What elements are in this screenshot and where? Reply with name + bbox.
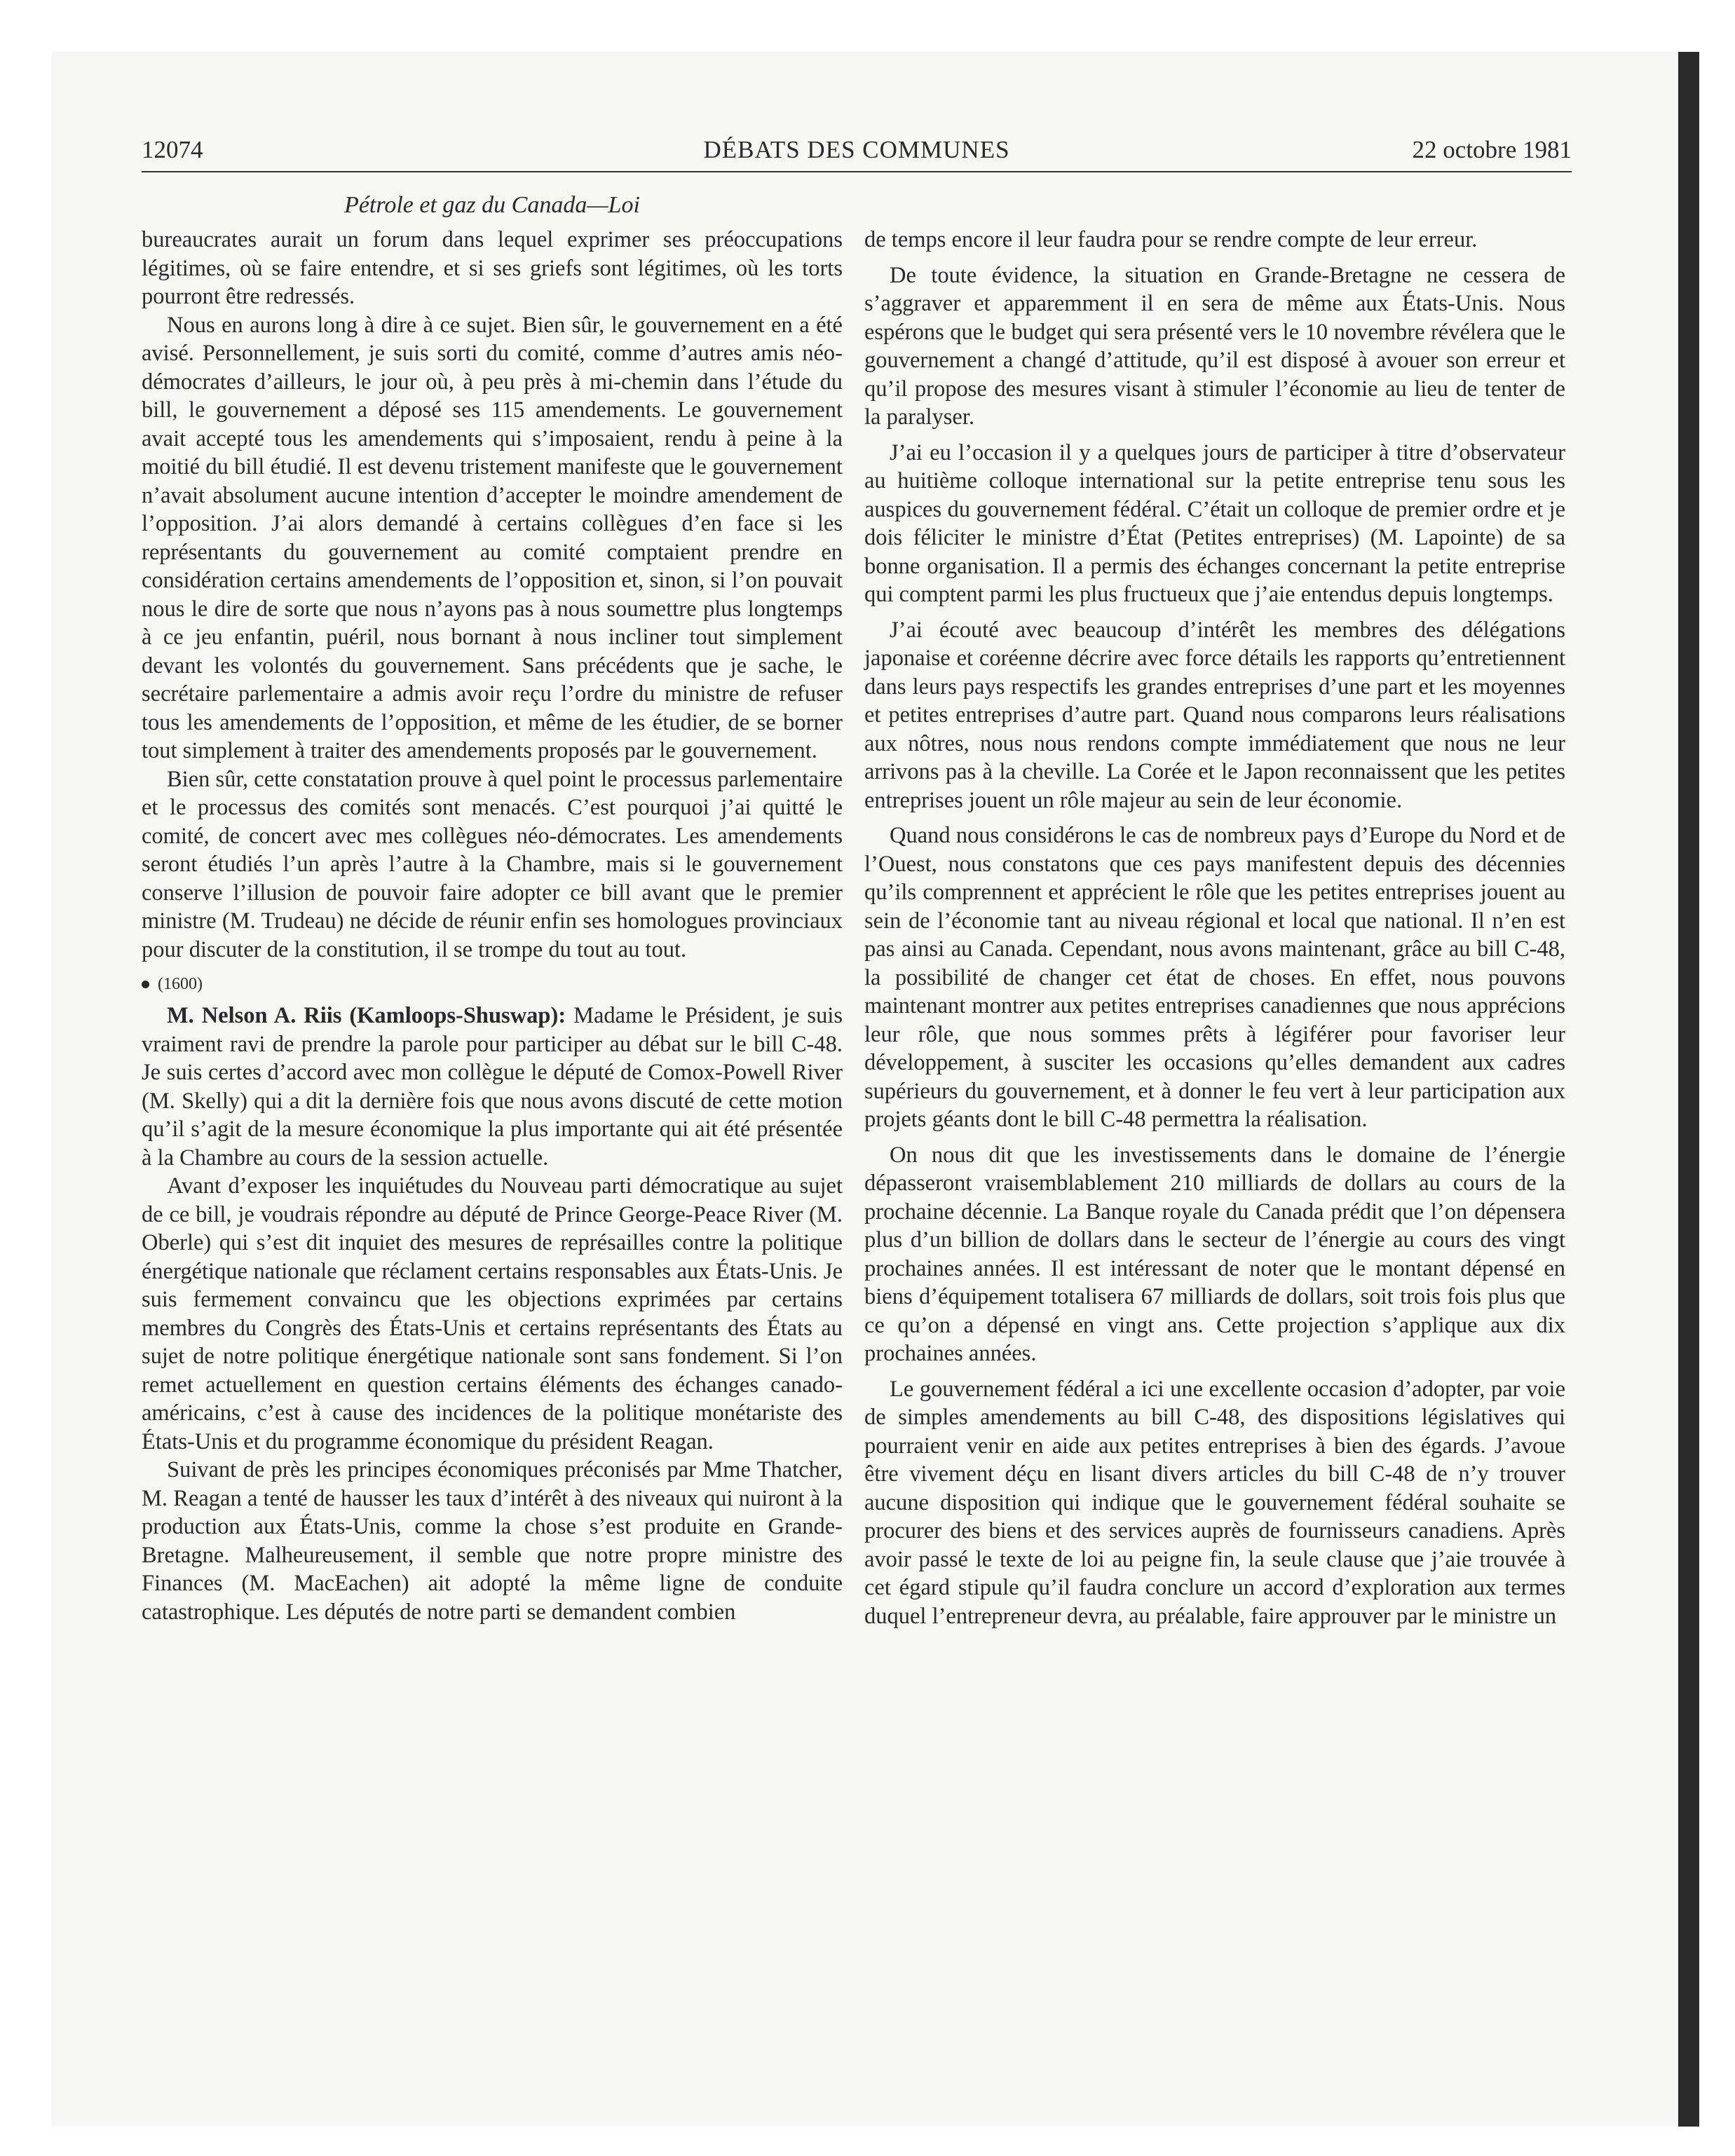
- paragraph: de temps encore il leur faudra pour se rendre compte de leur erreur.: [864, 227, 1478, 252]
- right-column: [864, 226, 1565, 1630]
- binding-edge: [1678, 52, 1699, 2127]
- page-header: [142, 135, 1572, 172]
- paragraph: Avant d’exposer les inquiétudes du Nouveau parti démocratique au sujet de ce bill, je voudrais répondre au député de Prince George-Peace River (M. Oberle) qui s’est dit inquiet des mesures de représailles contre la politique énergétique nationale que réclament certains responsables aux États-Unis. Je suis fermement convaincu que les objections exprimées par certains membres du Congrès des États-Unis et certains représentants des États au sujet de notre politique énergétique nationale sont sans fondement. Si l’on remet actuellement en question certains éléments des échanges canado-américains, c’est à cause des incidences de la politique monétariste des États-Unis et du programme économique du président Reagan.: [142, 1173, 843, 1454]
- paragraph: On nous dit que les investissements dans le domaine de l’énergie dépasseront vraisemblablement 210 milliards de dollars au cours de la prochaine décennie. La Banque royale du Canada prédit que l’on dépensera plus d’un billion de dollars dans le secteur de l’énergie au cours des vingt prochaines années. Il est intéressant de noter que le montant dépensé en biens d’équipement totalisera 67 milliards de dollars, soit trois fois plus que ce qu’on a dépensé en vingt ans. Cette projection s’applique aux dix prochaines années.: [864, 1142, 1565, 1366]
- paragraph: J’ai eu l’occasion il y a quelques jours de participer à titre d’observateur au huitième colloque international sur la petite entreprise tenu sous les auspices du gouvernement fédéral. C’était un colloque de premier ordre et je dois féliciter le ministre d’État (Petites entreprises) (M. Lapointe) de sa bonne organisation. Il a permis des échanges concernant la petite entreprise qui comptent parmi les plus fructueux que j’aie entendus depuis longtemps.: [864, 439, 1565, 607]
- speech-text: Madame le Président, je suis vraiment ravi de prendre la parole pour participer au débat sur le bill C-48. Je suis certes d’accord avec mon collègue le député de Comox-Powell River (M. Skelly) qui a dit la dernière fois que nous avons discuté de cette motion qu’il s’agit de la mesure économique la plus importante qui ait été présentée à la Chambre au cours de la session actuelle.: [142, 1003, 843, 1171]
- running-title: Pétrole et gaz du Canada—Loi: [344, 192, 640, 218]
- paragraph: Bien sûr, cette constatation prouve à quel point le processus parlementaire et le processus des comités sont menacés. C’est pourquoi j’ai quitté le comité, de concert avec mes collègues néo-démocrates. Les amendements seront étudiés l’un après l’autre à la Chambre, mais si le gouvernement conserve l’illusion de pouvoir faire adopter ce bill avant que le premier ministre (M. Trudeau) ne décide de réunir enfin ses homologues provinciaux pour discuter de la constitution, il se trompe du tout au tout.: [142, 766, 843, 962]
- page-number: 12074: [142, 136, 203, 163]
- left-column: [142, 226, 843, 1626]
- paragraph: De toute évidence, la situation en Grande-Bretagne ne cessera de s’aggraver et apparemment il en sera de même aux États-Unis. Nous espérons que le budget qui sera présenté vers le 10 novembre révélera que le gouvernement a changé d’attitude, qu’il est disposé à avouer son erreur et qu’il propose des mesures visant à stimuler l’économie au lieu de tenter de la paralyser.: [864, 262, 1565, 430]
- paragraph: J’ai écouté avec beaucoup d’intérêt les membres des délégations japonaise et coréenne décrire avec force détails les rapports qu’entretiennent dans leurs pays respectifs les grandes entreprises d’une part et les moyennes et petites entreprises d’autre part. Quand nous comparons leurs réalisations aux nôtres, nous nous rendons compte immédiatement que nous ne leur arrivons pas à la cheville. La Corée et le Japon reconnaissent que les petites entreprises jouent un rôle majeur au sein de leur économie.: [864, 617, 1565, 813]
- paragraph: bureaucrates aurait un forum dans lequel exprimer ses préoccupations légitimes, où se faire entendre, et si ses griefs sont légitimes, où les torts pourront être redressés.: [142, 227, 843, 309]
- timestamp-marker: [142, 974, 843, 995]
- paragraph: Quand nous considérons le cas de nombreux pays d’Europe du Nord et de l’Ouest, nous constatons que ces pays manifestent depuis des décennies qu’ils comprennent et apprécient le rôle que les petites entreprises jouent au sein de l’économie tant au niveau régional et local que national. Il n’en est pas ainsi au Canada. Cependant, nous avons maintenant, grâce au bill C-48, la possibilité de changer cet état de choses. En effet, nous pouvons maintenant montrer aux petites entreprises canadiennes que nous apprécions leur rôle, que nous sommes prêts à légiférer pour favoriser leur développement, à susciter les occasions qu’elles demandent aux cadres supérieurs du gouvernement, et à donner le feu vert à leur participation aux projets géants dont le bill C-48 permettra la réalisation.: [864, 823, 1565, 1132]
- issue-date: 22 octobre 1981: [1412, 136, 1572, 163]
- paragraph: Suivant de près les principes économiques préconisés par Mme Thatcher, M. Reagan a tenté de hausser les taux d’intérêt à des niveaux qui nuiront à la production aux États-Unis, comme la chose s’est produite en Grande-Bretagne. Malheureusement, il semble que notre propre ministre des Finances (M. MacEachen) ait adopté la même ligne de conduite catastrophique. Les députés de notre parti se demandent combien: [142, 1457, 843, 1625]
- speech-paragraph: [142, 1002, 843, 1172]
- paragraph: Le gouvernement fédéral a ici une excellente occasion d’adopter, par voie de simples amendements au bill C-48, des dispositions législatives qui pourraient venir en aide aux petites entreprises à bien des égards. J’avoue être vivement déçu en lisant divers articles du bill C-48 de n’y trouver aucune disposition qui indique que le gouvernement fédéral souhaite se procurer des biens et des services auprès de fournisseurs canadiens. Après avoir passé le texte de loi au peigne fin, la seule clause que j’aie trouvée à cet égard stipule qu’il faudra conclure un accord d’exploration aux termes duquel l’entrepreneur devra, au préalable, faire approuver par le ministre un: [864, 1376, 1565, 1629]
- publication-title: DÉBATS DES COMMUNES: [703, 136, 1010, 163]
- timestamp: (1600): [158, 975, 203, 993]
- paragraph: Nous en aurons long à dire à ce sujet. Bien sûr, le gouvernement en a été avisé. Personnellement, je suis sorti du comité, comme d’autres amis néo-démocrates d’ailleurs, le jour où, à peu près à mi-chemin dans l’étude du bill, le gouvernement a déposé ses 115 amendements. Le gouvernement avait accepté tous les amendements qui s’imposaient, rendu à peine à la moitié du bill étudié. Il est devenu tristement manifeste que le gouvernement n’avait absolument aucune intention d’accepter le moindre amendement de l’opposition. J’ai alors demandé à certains collègues d’en face si les représentants du gouvernement au comité comptaient prendre en considération certains amendements de l’opposition et, sinon, si l’on pouvait nous le dire de sorte que nous n’ayons pas à nous soumettre plus longtemps à ce jeu enfantin, puéril, nous bornant à nous incliner tout simplement devant les volontés du gouvernement. Sans précédents que je sache, le secrétaire parlementaire a admis avoir reçu l’ordre du ministre de refuser tous les amendements de l’opposition, et même de les étudier, de se borner tout simplement à traiter des amendements proposés par le gouvernement.: [142, 312, 843, 763]
- bullet-icon: [142, 981, 149, 988]
- speaker-name: M. Nelson A. Riis (Kamloops-Shuswap):: [167, 1003, 566, 1028]
